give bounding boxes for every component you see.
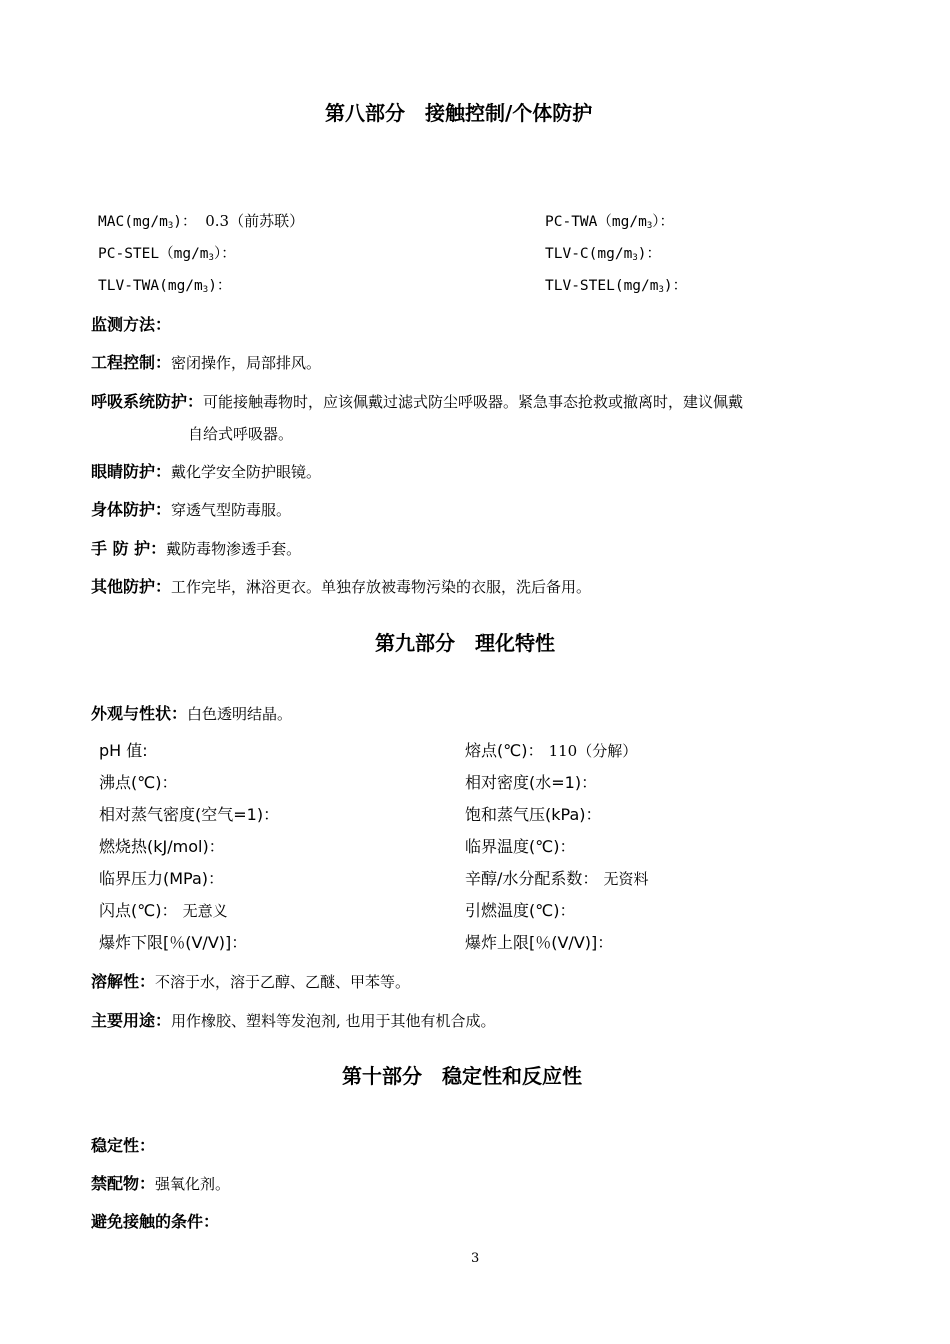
- eye-value: 戴化学安全防护眼镜。: [171, 463, 322, 481]
- ignition-label: 引燃温度(℃)：: [465, 901, 576, 920]
- engineering-row: 工程控制：密闭操作，局部排风。: [91, 353, 322, 372]
- rel-density-label: 相对密度(水=1)：: [465, 773, 598, 792]
- vapor-pressure-label: 饱和蒸气压(kPa)：: [465, 805, 602, 824]
- uses-value: 用作橡胶、塑料等发泡剂, 也用于其他有机合成。: [171, 1012, 496, 1030]
- tlv-stel-row: TLV-$STEL(mg/m_3)$：: [545, 278, 688, 295]
- tlv-c-row: TLV-$C(mg/m_3)$：: [545, 246, 661, 263]
- tlv-twa-row: TLV-$TWA(mg/m_3)$：: [98, 278, 232, 295]
- other-row: 其他防护：工作完毕，淋浴更衣。单独存放被毒物污染的衣服，洗后备用。: [91, 577, 592, 596]
- stability-label: 稳定性：: [91, 1136, 156, 1155]
- appearance-value: 白色透明结晶。: [187, 705, 293, 723]
- melting-row: 熔点(℃)： 110（分解）: [465, 741, 638, 760]
- octanol-value: 无资料: [603, 870, 649, 888]
- monitor-label: 监测方法：: [91, 315, 172, 334]
- pc-twa-row: $PC-TWA(mg/m_3)$：: [545, 214, 674, 231]
- respiratory-row: 呼吸系统防护：可能接触毒物时，应该佩戴过滤式防尘呼吸器。紧急事态抢救或撤离时，建议佩戴: [91, 392, 744, 411]
- boiling-label: 沸点(℃)：: [99, 773, 178, 792]
- melting-value: 110（分解）: [548, 742, 638, 760]
- combustion-heat-label: 燃烧热(kJ/mol)：: [99, 837, 225, 856]
- mac-value: 0.3（前苏联）: [205, 212, 305, 230]
- upper-limit-label: 爆炸上限[％(V/V)]：: [465, 933, 614, 952]
- octanol-row: 辛醇/水分配系数： 无资料: [465, 869, 649, 888]
- pc-stel-row: $PC-STEL(mg/m_3)$：: [98, 246, 236, 263]
- solubility-value: 不溶于水，溶于乙醇、乙醚、甲苯等。: [155, 973, 411, 991]
- body-value: 穿透气型防毒服。: [171, 501, 292, 519]
- appearance-row: 外观与性状：白色透明结晶。: [91, 704, 293, 723]
- body-row: 身体防护：穿透气型防毒服。: [91, 500, 292, 519]
- solubility-row: 溶解性：不溶于水，溶于乙醇、乙醚、甲苯等。: [91, 972, 411, 991]
- critical-temp-label: 临界温度(℃)：: [465, 837, 576, 856]
- section-10-title: 第十部分 稳定性和反应性: [342, 1064, 582, 1088]
- flash-row: 闪点(℃)： 无意义: [99, 901, 228, 920]
- engineering-value: 密闭操作，局部排风。: [171, 354, 322, 372]
- respiratory-value: 可能接触毒物时，应该佩戴过滤式防尘呼吸器。紧急事态抢救或撤离时，建议佩戴: [203, 393, 744, 411]
- hand-row: 手 防 护：戴防毒物渗透手套。: [91, 539, 302, 558]
- uses-row: 主要用途：用作橡胶、塑料等发泡剂, 也用于其他有机合成。: [91, 1011, 496, 1030]
- other-value: 工作完毕，淋浴更衣。单独存放被毒物污染的衣服，洗后备用。: [171, 578, 592, 596]
- flash-value: 无意义: [182, 902, 228, 920]
- respiratory-value-cont: 自给式呼吸器。: [188, 425, 294, 443]
- eye-row: 眼睛防护：戴化学安全防护眼镜。: [91, 462, 322, 481]
- section-9-title: 第九部分 理化特性: [375, 631, 555, 655]
- vapor-density-label: 相对蒸气密度(空气=1)：: [99, 805, 280, 824]
- avoid-label: 避免接触的条件：: [91, 1212, 220, 1231]
- incompatible-row: 禁配物：强氧化剂。: [91, 1174, 231, 1193]
- critical-pressure-label: 临界压力(MPa)：: [99, 869, 225, 888]
- hand-value: 戴防毒物渗透手套。: [166, 540, 302, 558]
- section-8-title: 第八部分 接触控制/个体防护: [325, 101, 593, 125]
- mac-row: $MAC(mg/m_3)$： 0.3（前苏联）: [98, 212, 305, 231]
- ph-label: pH 值:: [99, 741, 148, 760]
- lower-limit-label: 爆炸下限[％(V/V)]：: [99, 933, 248, 952]
- incompatible-value: 强氧化剂。: [155, 1175, 231, 1193]
- page-number: 3: [471, 1251, 480, 1266]
